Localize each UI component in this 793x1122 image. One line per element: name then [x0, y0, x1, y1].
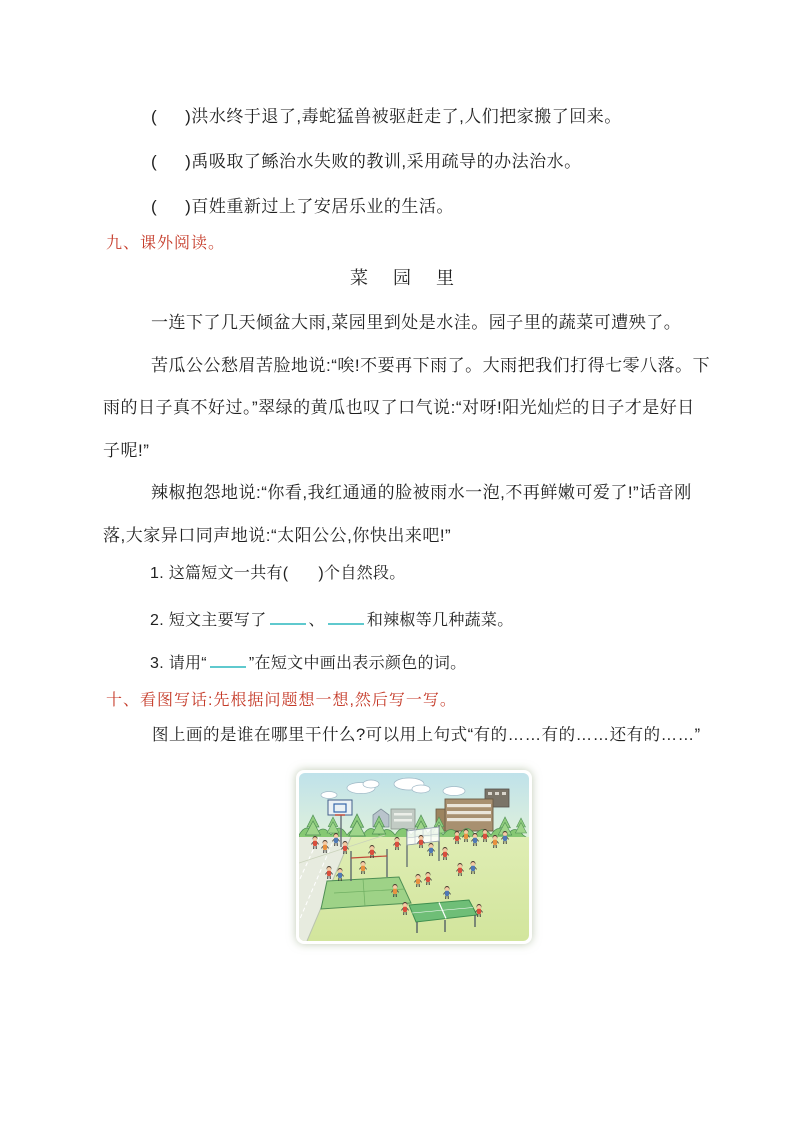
passage-line: 辣椒抱怨地说:“你看,我红通通的脸被雨水一泡,不再鲜嫩可爱了!”话音刚: [151, 483, 692, 502]
paren-close: ): [185, 197, 192, 216]
answer-blank-underline: [210, 652, 246, 668]
paren-open: (: [151, 152, 158, 171]
playground-illustration: [296, 770, 532, 944]
passage-line: 落,大家异口同声地说:“太阳公公,你快出来吧!”: [103, 526, 452, 545]
question-1-post: )个自然段。: [318, 565, 406, 582]
question-3-post: ”在短文中画出表示颜色的词。: [248, 655, 467, 672]
sequencing-item-text: 百姓重新过上了安居乐业的生活。: [191, 197, 454, 216]
sequencing-item-text: 洪水终于退了,毒蛇猛兽被驱赶走了,人们把家搬了回来。: [191, 107, 622, 126]
passage-line: 雨的日子真不好过。”翠绿的黄瓜也叹了口气说:“对呀!阳光灿烂的日子才是好日: [103, 398, 695, 417]
answer-blank-underline: [270, 609, 306, 625]
passage-line: 苦瓜公公愁眉苦脸地说:“唉!不要再下雨了。大雨把我们打得七零八落。下: [151, 356, 711, 375]
question-2-pre: 2. 短文主要写了: [150, 612, 267, 629]
question-2-post: 和辣椒等几种蔬菜。: [366, 612, 514, 629]
sequencing-item-text: 禹吸取了鲧治水失败的教训,采用疏导的办法治水。: [191, 152, 582, 171]
section-heading-ten: 十、看图写话:先根据问题想一想,然后写一写。: [106, 692, 457, 709]
passage-line: 子呢!”: [103, 441, 150, 460]
playground-scene-image: [299, 773, 529, 941]
paren-close: ): [185, 152, 192, 171]
sequencing-item: [151, 198, 454, 215]
writing-prompt: 图上画的是谁在哪里干什么?可以用上句式“有的……有的……还有的……”: [152, 726, 701, 744]
question-2-sep: 、: [308, 612, 325, 629]
answer-blank-underline: [328, 609, 364, 625]
section-heading-nine: 九、课外阅读。: [106, 235, 226, 252]
passage-title: 菜 园 里: [349, 268, 456, 288]
question-3: [150, 652, 466, 672]
question-1: [150, 566, 406, 582]
sequencing-item: [151, 108, 622, 125]
question-2: [150, 609, 514, 629]
paren-open: (: [151, 197, 158, 216]
question-1-pre: 1. 这篇短文一共有(: [150, 565, 289, 582]
paren-open: (: [151, 107, 158, 126]
passage-line: 一连下了几天倾盆大雨,菜园里到处是水洼。园子里的蔬菜可遭殃了。: [151, 313, 682, 332]
sequencing-item: [151, 153, 582, 170]
question-3-pre: 3. 请用“: [150, 655, 207, 672]
paren-close: ): [185, 107, 192, 126]
